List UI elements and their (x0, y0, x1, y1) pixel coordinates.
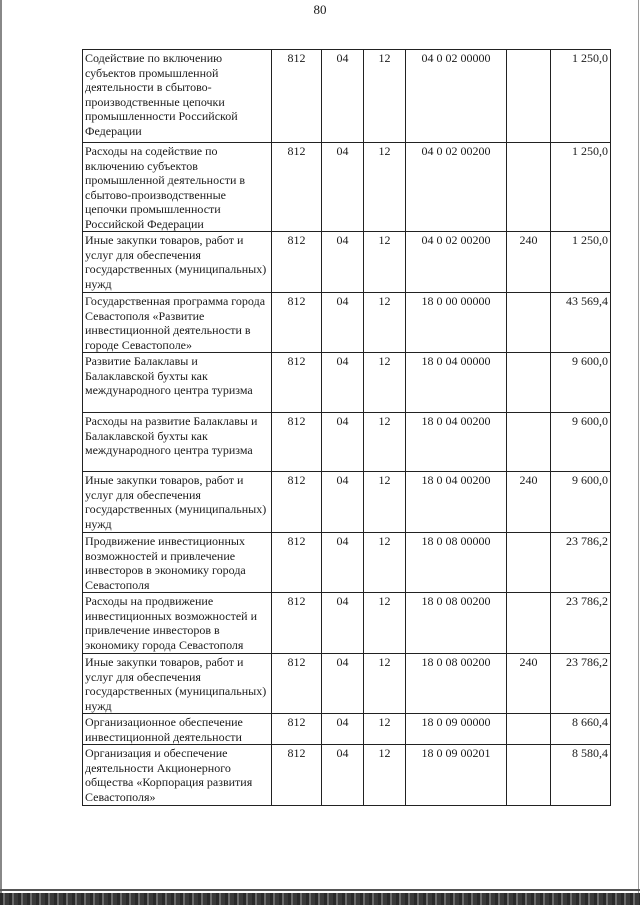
row-name-cell: Расходы на содействие по включению субъектов промышленной деятельности в сбытово-производственные цепочки промышленности Российской Федерации (83, 143, 272, 232)
expense-type-cell (507, 143, 551, 232)
section-code-cell: 04 (322, 533, 364, 593)
target-article-cell: 18 0 09 00000 (406, 714, 507, 745)
subsection-code-cell: 12 (364, 593, 406, 654)
amount-cell: 1 250,0 (551, 232, 611, 293)
target-article-cell: 04 0 02 00200 (406, 143, 507, 232)
section-code-cell: 04 (322, 745, 364, 806)
table-row (83, 413, 611, 472)
section-code-cell: 04 (322, 232, 364, 293)
table-row (83, 593, 611, 654)
expense-type-cell (507, 714, 551, 745)
target-article-cell: 18 0 08 00000 (406, 533, 507, 593)
row-name-cell: Иные закупки товаров, работ и услуг для обеспечения государственных (муниципальных) нужд (83, 472, 272, 533)
subsection-code-cell: 12 (364, 714, 406, 745)
subsection-code-cell: 12 (364, 293, 406, 353)
table-row (83, 472, 611, 533)
table-row (83, 143, 611, 232)
table-row (83, 714, 611, 745)
ministry-code-cell: 812 (272, 533, 322, 593)
expense-type-cell (507, 413, 551, 472)
row-name-cell: Организация и обеспечение деятельности Акционерного общества «Корпорация развития Севастополя» (83, 745, 272, 806)
subsection-code-cell: 12 (364, 232, 406, 293)
amount-cell: 8 660,4 (551, 714, 611, 745)
section-code-cell: 04 (322, 293, 364, 353)
target-article-cell: 18 0 04 00200 (406, 413, 507, 472)
amount-cell: 23 786,2 (551, 654, 611, 714)
amount-cell: 1 250,0 (551, 143, 611, 232)
amount-cell: 8 580,4 (551, 745, 611, 806)
ministry-code-cell: 812 (272, 50, 322, 143)
ministry-code-cell: 812 (272, 293, 322, 353)
section-code-cell: 04 (322, 413, 364, 472)
table-row (83, 533, 611, 593)
expense-type-cell (507, 293, 551, 353)
section-code-cell: 04 (322, 50, 364, 143)
scan-bottom-line (0, 889, 640, 891)
section-code-cell: 04 (322, 143, 364, 232)
ministry-code-cell: 812 (272, 654, 322, 714)
expense-type-cell (507, 745, 551, 806)
expense-type-cell (507, 50, 551, 143)
subsection-code-cell: 12 (364, 353, 406, 413)
ministry-code-cell: 812 (272, 232, 322, 293)
row-name-cell: Расходы на продвижение инвестиционных возможностей и привлечение инвесторов в экономику города Севастополя (83, 593, 272, 654)
target-article-cell: 04 0 02 00200 (406, 232, 507, 293)
subsection-code-cell: 12 (364, 413, 406, 472)
page-number: 80 (313, 2, 327, 17)
amount-cell: 9 600,0 (551, 413, 611, 472)
section-code-cell: 04 (322, 714, 364, 745)
subsection-code-cell: 12 (364, 143, 406, 232)
subsection-code-cell: 12 (364, 745, 406, 806)
row-name-cell: Продвижение инвестиционных возможностей и привлечение инвесторов в экономику города Севастополя (83, 533, 272, 593)
ministry-code-cell: 812 (272, 745, 322, 806)
target-article-cell: 18 0 09 00201 (406, 745, 507, 806)
subsection-code-cell: 12 (364, 50, 406, 143)
scan-right-edge (638, 0, 639, 905)
subsection-code-cell: 12 (364, 533, 406, 593)
subsection-code-cell: 12 (364, 654, 406, 714)
section-code-cell: 04 (322, 472, 364, 533)
ministry-code-cell: 812 (272, 353, 322, 413)
scan-bottom-edge (0, 893, 640, 905)
target-article-cell: 18 0 04 00200 (406, 472, 507, 533)
row-name-cell: Иные закупки товаров, работ и услуг для обеспечения государственных (муниципальных) нужд (83, 232, 272, 293)
expense-type-cell (507, 353, 551, 413)
table-row (83, 353, 611, 413)
expense-type-cell: 240 (507, 654, 551, 714)
amount-cell: 9 600,0 (551, 472, 611, 533)
target-article-cell: 18 0 04 00000 (406, 353, 507, 413)
section-code-cell: 04 (322, 654, 364, 714)
amount-cell: 23 786,2 (551, 593, 611, 654)
budget-table (82, 49, 611, 806)
amount-cell: 9 600,0 (551, 353, 611, 413)
row-name-cell: Расходы на развитие Балаклавы и Балаклавской бухты как международного центра туризма (83, 413, 272, 472)
target-article-cell: 04 0 02 00000 (406, 50, 507, 143)
amount-cell: 23 786,2 (551, 533, 611, 593)
expense-type-cell (507, 533, 551, 593)
table-row (83, 232, 611, 293)
row-name-cell: Государственная программа города Севастополя «Развитие инвестиционной деятельности в городе Севастополе» (83, 293, 272, 353)
budget-table-body (83, 50, 611, 806)
ministry-code-cell: 812 (272, 714, 322, 745)
ministry-code-cell: 812 (272, 472, 322, 533)
section-code-cell: 04 (322, 593, 364, 654)
target-article-cell: 18 0 08 00200 (406, 593, 507, 654)
amount-cell: 1 250,0 (551, 50, 611, 143)
ministry-code-cell: 812 (272, 413, 322, 472)
table-row (83, 293, 611, 353)
row-name-cell: Развитие Балаклавы и Балаклавской бухты как международного центра туризма (83, 353, 272, 413)
table-row (83, 50, 611, 143)
amount-cell: 43 569,4 (551, 293, 611, 353)
table-row (83, 654, 611, 714)
row-name-cell: Содействие по включению субъектов промышленной деятельности в сбытово-производственные цепочки промышленности Российской Федерации (83, 50, 272, 143)
expense-type-cell (507, 593, 551, 654)
expense-type-cell: 240 (507, 472, 551, 533)
ministry-code-cell: 812 (272, 593, 322, 654)
scan-left-edge (0, 0, 2, 905)
table-row (83, 745, 611, 806)
section-code-cell: 04 (322, 353, 364, 413)
row-name-cell: Иные закупки товаров, работ и услуг для обеспечения государственных (муниципальных) нужд (83, 654, 272, 714)
target-article-cell: 18 0 08 00200 (406, 654, 507, 714)
subsection-code-cell: 12 (364, 472, 406, 533)
row-name-cell: Организационное обеспечение инвестиционной деятельности (83, 714, 272, 745)
target-article-cell: 18 0 00 00000 (406, 293, 507, 353)
ministry-code-cell: 812 (272, 143, 322, 232)
expense-type-cell: 240 (507, 232, 551, 293)
